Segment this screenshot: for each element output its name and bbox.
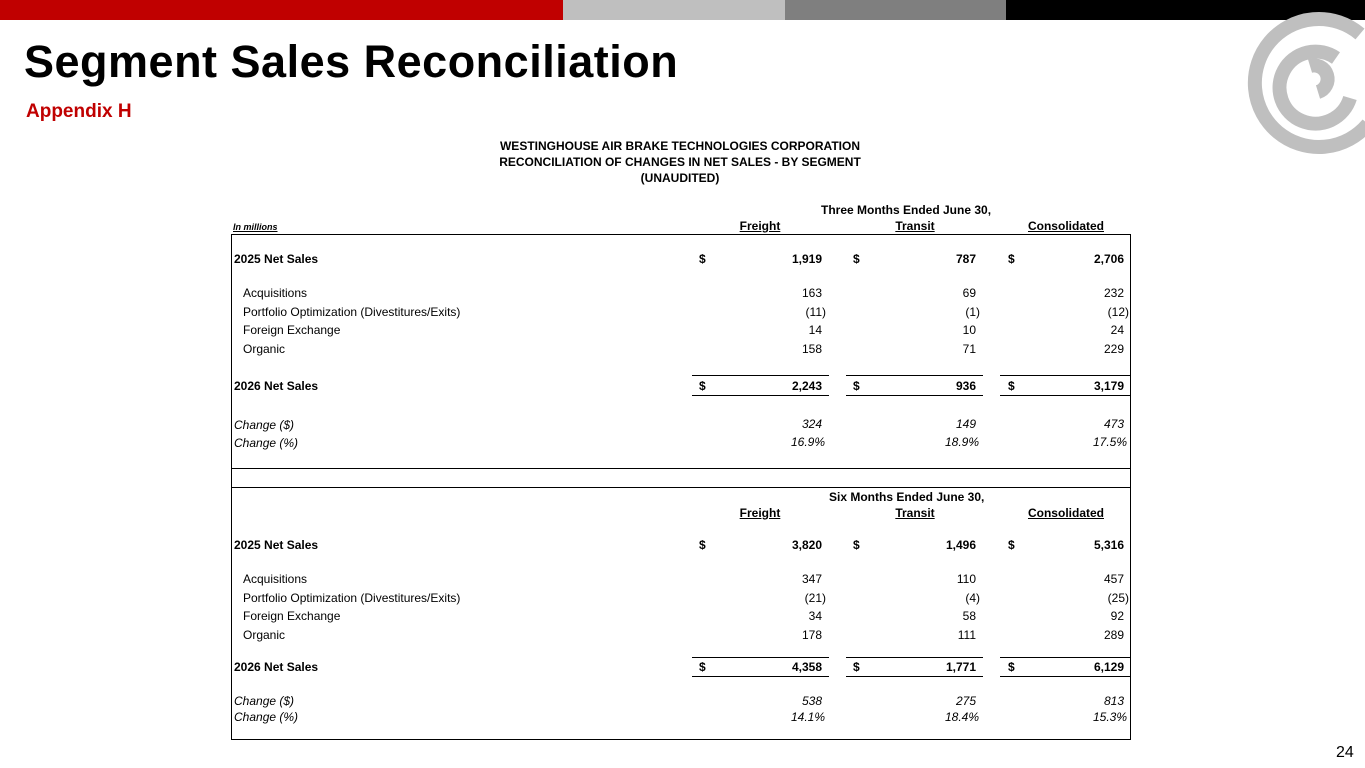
value-cell: 347 bbox=[801, 572, 822, 586]
value-cell: 3,820 bbox=[791, 538, 822, 552]
row-label-change-abs: Change ($) bbox=[234, 694, 295, 708]
value-cell: 232 bbox=[1103, 286, 1124, 300]
total-rule-top bbox=[846, 375, 983, 376]
value-cell: 538 bbox=[801, 694, 822, 708]
value-cell: 1,771 bbox=[945, 660, 976, 674]
slide-subtitle: Appendix H bbox=[26, 101, 132, 122]
total-rule-top bbox=[846, 657, 983, 658]
row-label-item: Foreign Exchange bbox=[243, 323, 341, 337]
row-label-item: Acquisitions bbox=[243, 286, 308, 300]
total-rule-top bbox=[692, 375, 829, 376]
value-cell: 2,706 bbox=[1093, 252, 1124, 266]
value-cell: (12) bbox=[1107, 305, 1129, 319]
row-label-item: Portfolio Optimization (Divestitures/Exits) bbox=[243, 591, 461, 605]
value-cell: 787 bbox=[955, 252, 976, 266]
row-label-start: 2025 Net Sales bbox=[234, 252, 319, 266]
top-color-bar bbox=[0, 0, 1365, 20]
row-label-item: Organic bbox=[243, 628, 286, 642]
row-label-start: 2025 Net Sales bbox=[234, 538, 319, 552]
row-label-change-pct: Change (%) bbox=[234, 710, 299, 724]
currency-symbol: $ bbox=[699, 660, 706, 674]
currency-symbol: $ bbox=[1008, 252, 1015, 266]
currency-symbol: $ bbox=[853, 538, 860, 552]
value-cell: 149 bbox=[955, 417, 976, 431]
value-cell: 3,179 bbox=[1093, 379, 1124, 393]
row-label-item: Portfolio Optimization (Divestitures/Exits) bbox=[243, 305, 461, 319]
currency-symbol: $ bbox=[853, 379, 860, 393]
value-cell: 1,496 bbox=[945, 538, 976, 552]
row-label-item: Foreign Exchange bbox=[243, 609, 341, 623]
total-rule-bottom bbox=[692, 676, 829, 677]
period-six-months: Six Months Ended June 30, bbox=[829, 490, 985, 504]
row-label-item: Acquisitions bbox=[243, 572, 308, 586]
total-rule-top bbox=[1000, 375, 1131, 376]
value-cell: 178 bbox=[801, 628, 822, 642]
currency-symbol: $ bbox=[1008, 379, 1015, 393]
total-rule-bottom bbox=[1000, 395, 1131, 396]
value-cell: 15.3% bbox=[1092, 710, 1127, 724]
value-cell: 18.4% bbox=[944, 710, 979, 724]
top-bar-red bbox=[0, 0, 563, 20]
report-heading: RECONCILIATION OF CHANGES IN NET SALES - BY SEGMENT bbox=[499, 155, 861, 169]
row-label-item: Organic bbox=[243, 342, 286, 356]
value-cell: 111 bbox=[957, 628, 976, 642]
col-header-transit: Transit bbox=[895, 506, 935, 520]
currency-symbol: $ bbox=[1008, 538, 1015, 552]
value-cell: 324 bbox=[801, 417, 822, 431]
period-three-months: Three Months Ended June 30, bbox=[821, 203, 992, 217]
value-cell: (11) bbox=[805, 305, 826, 319]
row-label-change-abs: Change ($) bbox=[234, 418, 295, 432]
row-label-end: 2026 Net Sales bbox=[234, 660, 319, 674]
value-cell: 34 bbox=[808, 609, 822, 623]
value-cell: (25) bbox=[1107, 591, 1129, 605]
total-rule-bottom bbox=[846, 676, 983, 677]
value-cell: 10 bbox=[962, 323, 976, 337]
value-cell: 71 bbox=[962, 342, 976, 356]
value-cell: 14 bbox=[808, 323, 822, 337]
col-header-freight: Freight bbox=[739, 219, 781, 233]
value-cell: (1) bbox=[965, 305, 980, 319]
page-number: 24 bbox=[1336, 744, 1354, 761]
value-cell: 275 bbox=[955, 694, 976, 708]
total-rule-bottom bbox=[1000, 676, 1131, 677]
currency-symbol: $ bbox=[699, 379, 706, 393]
value-cell: 289 bbox=[1103, 628, 1124, 642]
value-cell: 813 bbox=[1103, 694, 1124, 708]
report-company: WESTINGHOUSE AIR BRAKE TECHNOLOGIES CORPORATION bbox=[499, 139, 860, 153]
value-cell: 1,919 bbox=[791, 252, 822, 266]
total-rule-bottom bbox=[692, 395, 829, 396]
value-cell: 6,129 bbox=[1093, 660, 1124, 674]
total-rule-bottom bbox=[846, 395, 983, 396]
currency-symbol: $ bbox=[699, 538, 706, 552]
value-cell: 92 bbox=[1110, 609, 1124, 623]
row-label-change-pct: Change (%) bbox=[234, 436, 299, 450]
value-cell: 16.9% bbox=[790, 435, 825, 449]
currency-symbol: $ bbox=[1008, 660, 1015, 674]
col-header-freight: Freight bbox=[739, 506, 781, 520]
total-rule-top bbox=[1000, 657, 1131, 658]
top-bar-light-gray bbox=[563, 0, 785, 20]
value-cell: 473 bbox=[1103, 417, 1124, 431]
col-header-consolidated: Consolidated bbox=[1027, 219, 1104, 233]
total-rule-top bbox=[692, 657, 829, 658]
value-cell: 158 bbox=[801, 342, 822, 356]
value-cell: (21) bbox=[804, 591, 826, 605]
value-cell: 58 bbox=[962, 609, 976, 623]
value-cell: (4) bbox=[965, 591, 980, 605]
currency-symbol: $ bbox=[699, 252, 706, 266]
value-cell: 457 bbox=[1103, 572, 1124, 586]
value-cell: 5,316 bbox=[1093, 538, 1124, 552]
col-header-consolidated: Consolidated bbox=[1027, 506, 1104, 520]
top-bar-dark-gray bbox=[785, 0, 1006, 20]
value-cell: 18.9% bbox=[944, 435, 979, 449]
value-cell: 936 bbox=[955, 379, 976, 393]
units-label: In millions bbox=[233, 222, 278, 232]
report-note: (UNAUDITED) bbox=[640, 171, 720, 185]
value-cell: 110 bbox=[956, 572, 976, 586]
value-cell: 229 bbox=[1103, 342, 1124, 356]
col-header-transit: Transit bbox=[895, 219, 935, 233]
slide-title: Segment Sales Reconciliation bbox=[24, 36, 679, 87]
value-cell: 4,358 bbox=[791, 660, 822, 674]
value-cell: 163 bbox=[801, 286, 822, 300]
value-cell: 17.5% bbox=[1092, 435, 1127, 449]
value-cell: 14.1% bbox=[790, 710, 825, 724]
value-cell: 2,243 bbox=[791, 379, 822, 393]
section-divider-bottom bbox=[231, 487, 1131, 488]
currency-symbol: $ bbox=[853, 660, 860, 674]
currency-symbol: $ bbox=[853, 252, 860, 266]
value-cell: 69 bbox=[962, 286, 976, 300]
section-divider-top bbox=[231, 468, 1131, 469]
company-logo-icon bbox=[1232, 6, 1365, 156]
value-cell: 24 bbox=[1110, 323, 1124, 337]
row-label-end: 2026 Net Sales bbox=[234, 379, 319, 393]
